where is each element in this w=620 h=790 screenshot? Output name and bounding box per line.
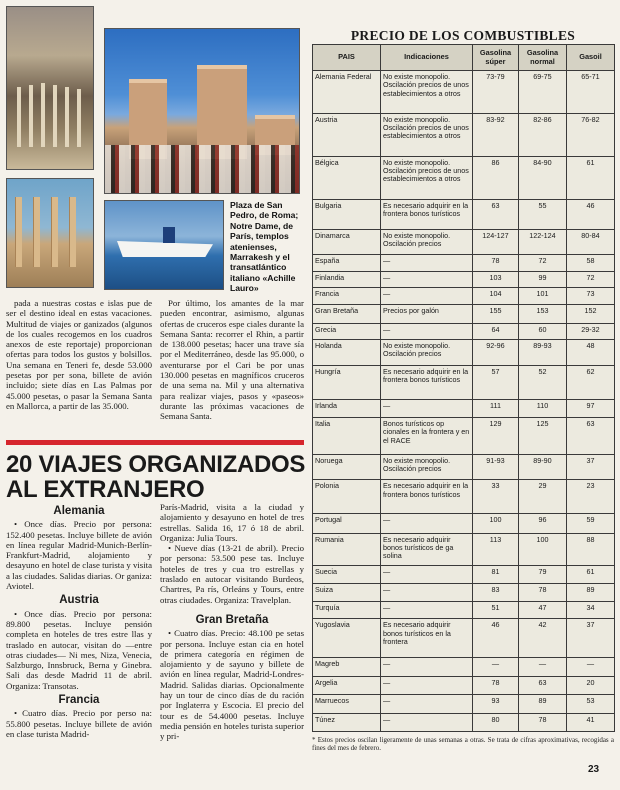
cell-super: 78 — [473, 255, 519, 272]
cell-normal: 125 — [519, 418, 567, 454]
cell-gasoil: 80-84 — [567, 229, 615, 255]
cell-super: 86 — [473, 156, 519, 199]
cell-country: Magreb — [313, 657, 381, 676]
cell-gasoil: 63 — [567, 418, 615, 454]
cell-normal: 89-93 — [519, 339, 567, 365]
cell-super: 33 — [473, 480, 519, 514]
table-row — [313, 229, 615, 255]
cell-gasoil: 46 — [567, 199, 615, 229]
section-body-france: • Cuatro días. Precio por perso na: 55.800 pesetas. Incluye billete de avión en clase turista Madrid- — [6, 708, 152, 739]
cell-normal: 72 — [519, 255, 567, 272]
cell-super: 64 — [473, 323, 519, 339]
cell-notes: — — [381, 514, 473, 533]
header-country: PAIS — [313, 45, 381, 71]
cell-notes: Es necesario adquirir bonos turísticos de ga solina — [381, 533, 473, 565]
cell-normal: 84-90 — [519, 156, 567, 199]
cell-gasoil: 34 — [567, 602, 615, 619]
cell-gasoil: 72 — [567, 272, 615, 288]
cell-country: Marruecos — [313, 695, 381, 713]
table-row — [313, 565, 615, 583]
cell-gasoil: 62 — [567, 365, 615, 399]
cell-super: 46 — [473, 619, 519, 658]
cell-normal: 29 — [519, 480, 567, 514]
cell-super: 104 — [473, 288, 519, 304]
photo-detail — [117, 241, 213, 257]
table-row — [313, 657, 615, 676]
cell-normal: 82-86 — [519, 113, 567, 156]
cell-normal: 69-75 — [519, 71, 567, 114]
header-notes: Indicaciones — [381, 45, 473, 71]
cell-notes: Precios por galón — [381, 304, 473, 323]
athens-photo — [6, 178, 94, 288]
photo-detail — [33, 197, 40, 267]
cell-country: Noruega — [313, 454, 381, 480]
cell-gasoil: 58 — [567, 255, 615, 272]
cell-gasoil: 61 — [567, 156, 615, 199]
intro-right-paragraph: Por último, los amantes de la mar pueden encontrar, asimismo, algunas ofertas de cruceros espe ciales durante la Semana Santa: recorrer el Rhin, a partir de 138.000 pesetas; hacer una trave sía por el Mediterráneo, desde las 95.000, o aventurarse por el Cari be por unas 130.000 pesetas en magníficos cruceros de una sema na. Mil y una alternativa para realizar viajes, pasos y «paseos» durante las próximas vacaciones de Semana Santa. — [160, 298, 304, 422]
table-row — [313, 288, 615, 304]
section-body-austria: • Once días. Precio por persona: 89.800 pesetas. Incluye pensión completa en hoteles de tres estre llas y traslado en autocar, visitan do —entre otras ciudades— Ni mes, Niza, Venecia, Salzburgo, Innsbruck, Berna y Ginebra. Sali das desde Madrid 11 de abril. Organiza: Transotas. — [6, 608, 152, 691]
table-row — [313, 339, 615, 365]
table-row — [313, 399, 615, 417]
cell-notes: — — [381, 713, 473, 731]
cell-super: 73-79 — [473, 71, 519, 114]
cell-country: Francia — [313, 288, 381, 304]
cell-normal: 122-124 — [519, 229, 567, 255]
table-row — [313, 418, 615, 454]
cell-country: Bulgaria — [313, 199, 381, 229]
table-row — [313, 71, 615, 114]
cell-normal: 55 — [519, 199, 567, 229]
cell-gasoil: 65-71 — [567, 71, 615, 114]
cell-gasoil: 97 — [567, 399, 615, 417]
cell-super: 155 — [473, 304, 519, 323]
page-number: 23 — [588, 764, 600, 775]
france-continued: París-Madrid, visita a la ciudad y alojamiento y desayuno en hotel de tres estrellas. Salida 16, 17 ó 18 de abril. Organiza: Julia Tours. — [160, 502, 304, 543]
cell-super: 63 — [473, 199, 519, 229]
cell-super: 80 — [473, 713, 519, 731]
cell-country: España — [313, 255, 381, 272]
cell-country: Grecia — [313, 323, 381, 339]
header-gasoil: Gasoil — [567, 45, 615, 71]
photo-detail — [105, 145, 299, 193]
section-body-uk: • Cuatro días. Precio: 48.100 pe setas por persona. Incluye estan cia en hotel de primera categoría en régimen de alojamiento y de sayuno y billete de avión en línea regular, Madrid-Londres-Madrid. Salidas diarias. Opcionalmente hay un tour de cinco días de du ración por Inglaterra y Escocia. El precio del tour es de 54.4000 pesetas. Incluye media pensión en hoteles turista superior y pri- — [160, 628, 304, 742]
cell-super: 113 — [473, 533, 519, 565]
photo-detail — [53, 85, 57, 147]
table-row — [313, 480, 615, 514]
table-row — [313, 713, 615, 731]
cell-country: Hungría — [313, 365, 381, 399]
section-divider — [6, 440, 304, 445]
cell-gasoil: 88 — [567, 533, 615, 565]
section-head-germany: Alemania — [53, 505, 105, 517]
photo-detail — [77, 89, 81, 147]
cell-gasoil: 59 — [567, 514, 615, 533]
cell-country: Turquía — [313, 602, 381, 619]
cell-country: Suiza — [313, 583, 381, 601]
cell-super: 83-92 — [473, 113, 519, 156]
cell-country: Suecia — [313, 565, 381, 583]
cell-normal: 78 — [519, 713, 567, 731]
cell-notes: No existe monopolio. Oscilación precios de unos establecimientos a otros — [381, 71, 473, 114]
cell-notes: No existe monopolio. Oscilación precios — [381, 339, 473, 365]
table-row — [313, 113, 615, 156]
fuel-table-body — [313, 71, 615, 732]
table-row — [313, 255, 615, 272]
cell-normal: 42 — [519, 619, 567, 658]
section-head-uk: Gran Bretaña — [195, 613, 269, 626]
cell-super: 93 — [473, 695, 519, 713]
cell-notes: — — [381, 583, 473, 601]
cell-normal: 47 — [519, 602, 567, 619]
table-row — [313, 619, 615, 658]
cell-normal: 79 — [519, 565, 567, 583]
cell-normal: 110 — [519, 399, 567, 417]
cell-country: Irlanda — [313, 399, 381, 417]
cell-notes: — — [381, 695, 473, 713]
table-row — [313, 272, 615, 288]
cell-notes: No existe monopolio. Oscilación precios de unos establecimientos a otros — [381, 113, 473, 156]
table-row — [313, 454, 615, 480]
intro-left-column — [6, 298, 152, 411]
table-row — [313, 323, 615, 339]
photo-detail — [69, 197, 76, 267]
body-right-column — [160, 502, 304, 742]
cell-normal: 153 — [519, 304, 567, 323]
photo-detail — [41, 83, 45, 147]
cell-normal: 96 — [519, 514, 567, 533]
photo-detail — [15, 197, 22, 267]
photo-caption: Plaza de San Pedro, de Roma; Notre Dame, de París, templos atenienses, Marrakesh y el transatlántico italiano «Achille Lauro» — [230, 200, 299, 294]
cell-normal: 60 — [519, 323, 567, 339]
cell-country: Gran Bretaña — [313, 304, 381, 323]
cell-notes: — — [381, 255, 473, 272]
cell-country: Finlandia — [313, 272, 381, 288]
intro-left-paragraph: pada a nuestras costas e islas pue de ser el destino ideal en estas vacaciones. Multitud de viajes or ganizados (algunos de los cuales recogemos en los cuadros anexos de este reportaje) proporcionan ofertas para todos los gustos y bolsillos. Una semana en Teneri fe, desde 53.000 pesetas por per sona, billete de avión incluido; siete días en Las Palmas por 45.000 pesetas, o pasar la Semana Santa en Mallorca, a partir de las 35.000. — [6, 298, 152, 411]
cell-gasoil: 61 — [567, 565, 615, 583]
section-head-france: Francia — [58, 694, 100, 707]
header-super: Gasolina súper — [473, 45, 519, 71]
cell-gasoil: 89 — [567, 583, 615, 601]
cell-country: Rumania — [313, 533, 381, 565]
cell-notes: — — [381, 677, 473, 695]
cell-normal: — — [519, 657, 567, 676]
cell-super: 103 — [473, 272, 519, 288]
cell-gasoil: 20 — [567, 677, 615, 695]
cell-country: Austria — [313, 113, 381, 156]
cell-notes: Es necesario adquirir en la frontera bonos turísticos — [381, 480, 473, 514]
cell-country: Argelia — [313, 677, 381, 695]
cell-country: Bélgica — [313, 156, 381, 199]
intro-right-column — [160, 298, 304, 422]
cell-gasoil: 29-32 — [567, 323, 615, 339]
cell-notes: — — [381, 288, 473, 304]
cell-country: Dinamarca — [313, 229, 381, 255]
table-row — [313, 583, 615, 601]
table-row — [313, 304, 615, 323]
cell-normal: 63 — [519, 677, 567, 695]
body-left-column — [6, 502, 152, 739]
cell-gasoil: 37 — [567, 619, 615, 658]
cell-notes: No existe monopolio. Oscilación precios — [381, 454, 473, 480]
header-normal: Gasolina normal — [519, 45, 567, 71]
table-row — [313, 199, 615, 229]
cell-notes: — — [381, 272, 473, 288]
cell-super: 92-96 — [473, 339, 519, 365]
cell-super: 100 — [473, 514, 519, 533]
cell-gasoil: 76-82 — [567, 113, 615, 156]
cell-notes: Es necesario adquirir en la frontera bonos turísticos — [381, 365, 473, 399]
france-second-offer: • Nueve días (13-21 de abril). Precio por persona: 53.500 pese tas. Incluye hoteles de tres y cua tro estrellas y traslado en autocar visitando Burdeos, Chartres, Pa rís, Orleáns y Tours, entre otras ciudades. Organiza: Travelplan. — [160, 543, 304, 605]
headline: 20 VIAJES ORGANIZADOS AL EXTRANJERO — [6, 451, 306, 503]
cell-gasoil: 41 — [567, 713, 615, 731]
table-row — [313, 677, 615, 695]
ship-photo — [104, 200, 224, 290]
cell-gasoil: 152 — [567, 304, 615, 323]
cell-super: 81 — [473, 565, 519, 583]
cell-normal: 99 — [519, 272, 567, 288]
rome-photo — [6, 6, 94, 170]
cell-normal: 89 — [519, 695, 567, 713]
cell-normal: 78 — [519, 583, 567, 601]
cell-notes: No existe monopolio. Oscilación precios — [381, 229, 473, 255]
cell-super: — — [473, 657, 519, 676]
table-row — [313, 156, 615, 199]
cell-country: Portugal — [313, 514, 381, 533]
table-row — [313, 533, 615, 565]
cell-super: 51 — [473, 602, 519, 619]
table-row — [313, 602, 615, 619]
cell-country: Túnez — [313, 713, 381, 731]
cell-gasoil: 48 — [567, 339, 615, 365]
cell-gasoil: — — [567, 657, 615, 676]
table-title: PRECIO DE LOS COMBUSTIBLES — [350, 28, 576, 43]
cell-normal: 89-90 — [519, 454, 567, 480]
cell-gasoil: 53 — [567, 695, 615, 713]
cell-country: Alemania Federal — [313, 71, 381, 114]
cell-super: 57 — [473, 365, 519, 399]
cell-normal: 101 — [519, 288, 567, 304]
cell-notes: Es necesario adquirir en la frontera bonos turísticos — [381, 199, 473, 229]
cell-country: Italia — [313, 418, 381, 454]
cell-super: 124-127 — [473, 229, 519, 255]
cell-notes: — — [381, 602, 473, 619]
cell-normal: 100 — [519, 533, 567, 565]
cell-super: 111 — [473, 399, 519, 417]
table-note: * Estos precios oscilan ligeramente de unas semanas a otras. Se trata de cifras aproximativas, recogidas a fines del mes de febrero. — [312, 736, 614, 752]
cell-notes: Bonos turísticos op cionales en la frontera y en el RACE — [381, 418, 473, 454]
cell-notes: — — [381, 657, 473, 676]
cell-super: 91-93 — [473, 454, 519, 480]
section-head-austria: Austria — [59, 594, 99, 607]
cell-notes: No existe monopolio. Oscilación precios de unos establecimientos a otros — [381, 156, 473, 199]
table-row — [313, 514, 615, 533]
cell-notes: — — [381, 399, 473, 417]
photo-detail — [163, 227, 175, 243]
table-row — [313, 695, 615, 713]
cell-notes: Es necesario adquirir bonos turísticos en la frontera — [381, 619, 473, 658]
fuel-price-table — [312, 44, 615, 732]
table-row — [313, 365, 615, 399]
cell-gasoil: 37 — [567, 454, 615, 480]
section-body-germany: • Once días. Precio por persona: 152.400 pesetas. Incluye billete de avión en línea regular Madrid-Munich-Berlín-Frankfurt-Madrid, alojamiento y desayuno en hotel de clase turista y visita a las ciudades. Salidas diarias. Or ganiza: Aviotel. — [6, 519, 152, 592]
photo-detail — [65, 87, 69, 147]
cell-country: Yugoslavia — [313, 619, 381, 658]
cell-country: Polonia — [313, 480, 381, 514]
cell-normal: 52 — [519, 365, 567, 399]
cell-gasoil: 73 — [567, 288, 615, 304]
cell-notes: — — [381, 323, 473, 339]
cell-super: 129 — [473, 418, 519, 454]
photo-detail — [29, 85, 33, 147]
photo-detail — [17, 87, 21, 147]
cell-notes: — — [381, 565, 473, 583]
cell-super: 83 — [473, 583, 519, 601]
cell-country: Holanda — [313, 339, 381, 365]
photo-detail — [51, 197, 58, 267]
cell-super: 78 — [473, 677, 519, 695]
cell-gasoil: 23 — [567, 480, 615, 514]
marrakesh-photo — [104, 28, 300, 194]
